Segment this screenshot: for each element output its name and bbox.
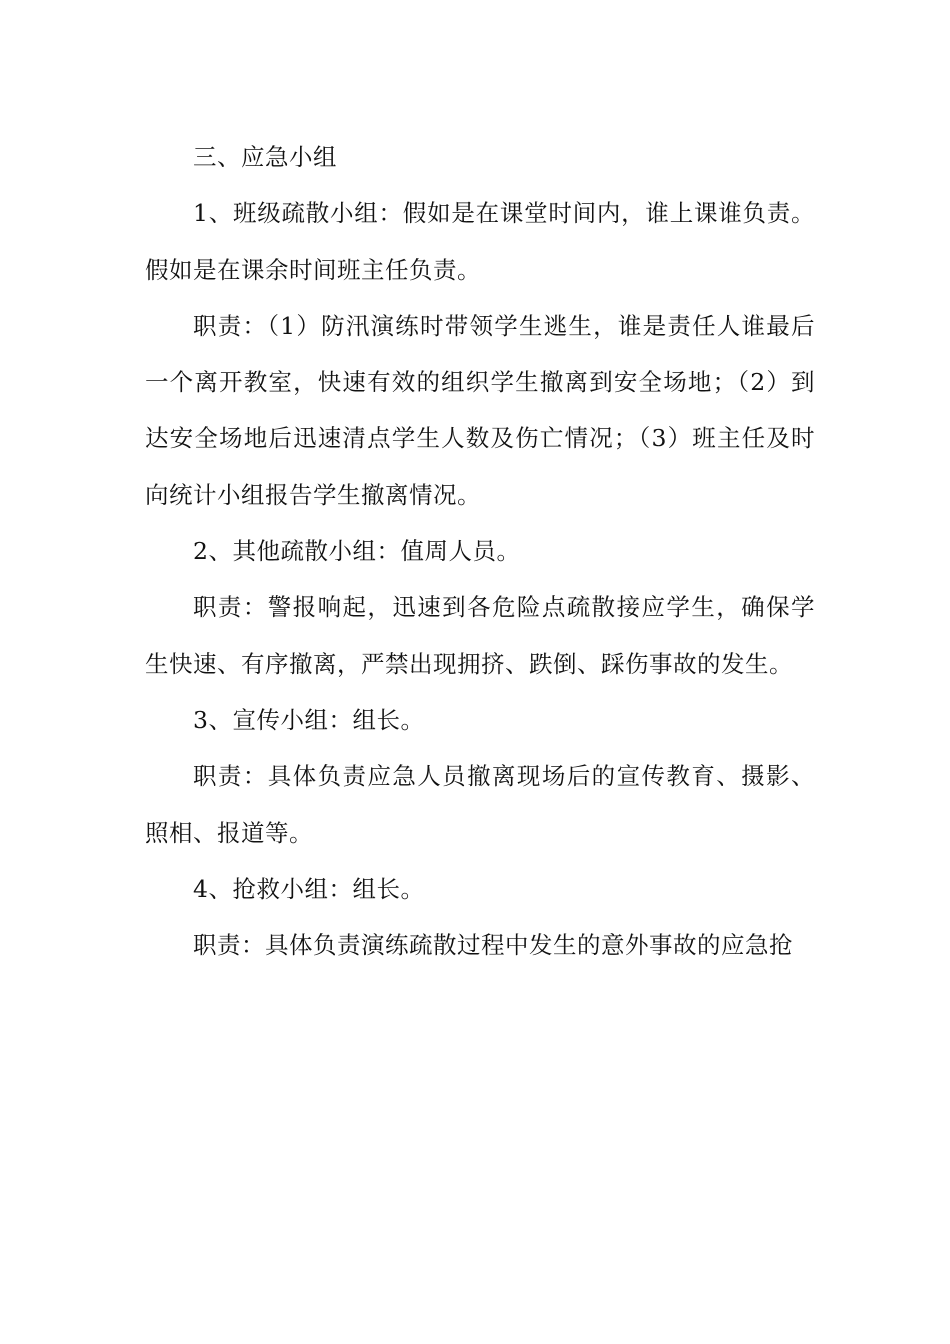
paragraph-other-evacuation-group: 2、其他疏散小组：值周人员。	[193, 537, 521, 566]
document-body	[145, 129, 815, 973]
paragraph-other-evacuation-duties: 职责：警报响起，迅速到各危险点疏散接应学生，确保学生快速、有序撤离，严禁出现拥挤、跌倒、踩伤事故的发生。	[145, 593, 815, 678]
paragraph-class-evacuation-group: 1、班级疏散小组：假如是在课堂时间内，谁上课谁负责。假如是在课余时间班主任负责。	[145, 199, 815, 284]
section-heading-emergency-groups: 三、应急小组	[193, 143, 337, 171]
paragraph-class-evacuation-duties: 职责：（1）防汛演练时带领学生逃生，谁是责任人谁最后一个离开教室，快速有效的组织学生撤离到安全场地；（2）到达安全场地后迅速清点学生人数及伤亡情况；（3）班主任及时向统计小组报告学生撤离情况。	[145, 311, 815, 509]
paragraph-publicity-group: 3、宣传小组：组长。	[193, 705, 425, 734]
paragraph-rescue-group: 4、抢救小组：组长。	[193, 874, 425, 903]
paragraph-rescue-duties: 职责：具体负责演练疏散过程中发生的意外事故的应急抢	[193, 931, 793, 960]
paragraph-publicity-duties: 职责：具体负责应急人员撤离现场后的宣传教育、摄影、照相、报道等。	[145, 762, 815, 847]
